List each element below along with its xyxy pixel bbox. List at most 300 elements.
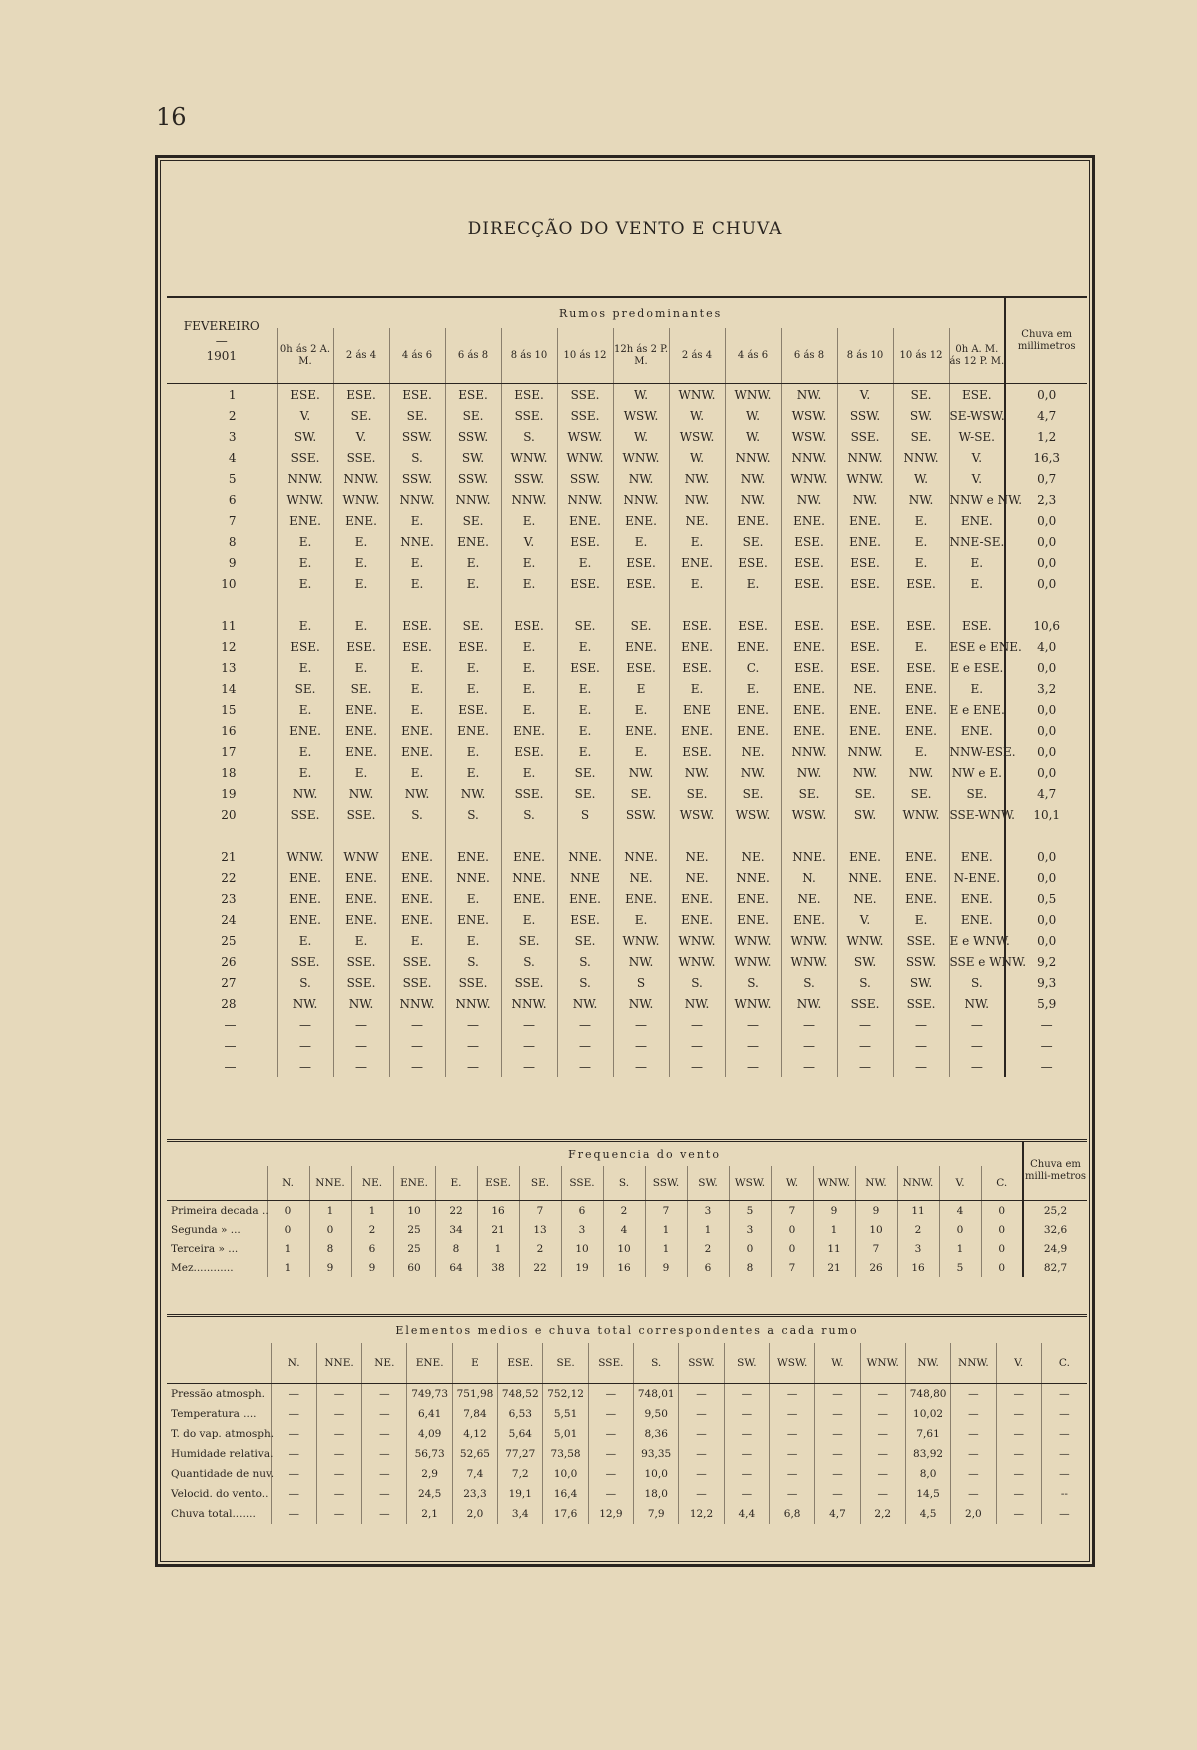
direction-cell: ENE. [949, 888, 1005, 909]
direction-cell: E. [389, 699, 445, 720]
direction-cell: ESE e ENE. [949, 636, 1005, 657]
direction-header: WSW. [769, 1343, 814, 1384]
element-cell: — [679, 1484, 724, 1504]
rain-cell: 0,0 [1005, 384, 1087, 406]
direction-cell: SE. [445, 615, 501, 636]
element-cell: — [362, 1404, 407, 1424]
direction-cell: SSE. [501, 783, 557, 804]
frequency-cell: 0 [729, 1239, 771, 1258]
direction-cell: — [613, 1014, 669, 1035]
table-row [167, 426, 1087, 447]
period-label: Mez............ [171, 1261, 234, 1274]
direction-cell: ENE. [333, 741, 389, 762]
direction-cell: E. [893, 510, 949, 531]
wind-direction-table: FEVEREIRO — 1901 Rumos predominantes Chuva em millimetros 0h ás 2 A. M. 2 ás 4 4 ás 6 6 ás 8 8 ás 10 10 ás 12 12h ás 2 P. M. 2 ás 4 4 ás 6 6 ás 8 8 ás 10 10 ás 12 0h A. M. ás 12 P. M. 1 ESE. ESE. ESE. ESE. ESE. SSE. W. WNW. WNW. NW. V. SE. ESE. 0,0 2 V. SE. SE. SE. SSE. SSE. WSW. W. W. WSW. SSW. SW. SE-WSW. 4,7 3 SW. V. SSW. SSW. S. WSW. W. WSW. W. WSW. SSE. SE. W-SE. 1,2 4 SSE. SSE. S. SW. WNW. WNW. WNW. W. NNW. NNW. NNW. NNW. V. 16,3 5 NNW. NNW. SSW. SSW. SSW. SSW. NW. NW. NW. WNW. WNW. W. V. 0,7 6 WNW. WNW. NNW. NNW. NNW. NNW. NNW. NW. NW. NW. NW. NW. NNW e NW. 2,3 7 ENE. ENE. E. SE. E. ENE. ENE. NE. ENE. ENE. ENE. E. ENE. 0,0 8 E. E. NNE. ENE. V. ESE. E. E. SE. ESE. ENE. E. NNE-SE. 0,0 9 E. E. E. E. E. E. ESE. ENE. ESE. ESE. ESE. E. E. 0,0 10 E. E. E. E. E. ESE. ESE. E. E. ESE. ESE. ESE. E. 0,0 11 E. E. ESE. SE. ESE. SE. SE. ESE. ESE. ESE. ESE. ESE. ESE. 10,6 12 ESE. ESE. ESE. ESE. E. E. ENE. ENE. ENE. ENE. ESE. E. ESE e ENE. 4,0 13 E. E. E. E. E. ESE. ESE. ESE. C. ESE. ESE. ESE. E e ESE. 0,0 14 SE. SE. E. E. E. E. E E. E. ENE. NE. ENE. E. 3,2 15 E. ENE. E. ESE. E. E. E. ENE ENE. ENE. ENE. ENE. E e ENE. 0,0 16 ENE. ENE. ENE. ENE. ENE. E. ENE. ENE. ENE. ENE. ENE. ENE. ENE. 0,0 17 E. ENE. ENE. E. ESE. E. E. ESE. NE. NNW. NNW. E. NNW-ESE. 0,0 18 E. E. E. E. E. SE. NW. NW. NW. NW. NW. NW. NW e E. 0,0 19 NW. NW. NW. NW. SSE. SE. SE. SE. SE. SE. SE. SE. SE. 4,7 20 SSE. SSE. S. S. S. S SSW. WSW. WSW. WSW. SW. WNW. SSE-WNW. 10,1 21 WNW. WNW ENE. ENE. ENE. NNE. NNE. NE. NE. NNE. ENE. ENE. ENE. 0,0 22 ENE. ENE. ENE. NNE. NNE. NNE NE. NE. NNE. N. NNE. ENE. N-ENE. 0,0 23 ENE. ENE. ENE. E. ENE. ENE. ENE. ENE. ENE. NE. NE. ENE. ENE. 0,5 24 ENE. ENE. ENE. ENE. E. ESE. E. ENE. ENE. ENE. V. E. ENE. 0,0 25 E. E. E. E. SE. SE. WNW. WNW. WNW. WNW. WNW. SSE. E e WNW. 0,0 26 SSE. SSE. SSE. S. S. S. NW. WNW. WNW. WNW. SW. SSW. SSE e WNW. 9,2 27 S. SSE. SSE. SSE. SSE. S. S S. S. S. S. SW. S. 9,3 28 NW. NW. NNW. NNW. NNW. NW. NW. NW. WNW. NW. SSE. SSE. NW. 5,9 — — — — — — — — — — — — — — — — — — — — — — — — — — — — — — — — — — — — — — — — — — — — — [167, 296, 1087, 1077]
direction-cell: SSW. [389, 468, 445, 489]
direction-cell: — [557, 1056, 613, 1077]
direction-cell: ESE. [669, 741, 725, 762]
direction-cell: NW. [389, 783, 445, 804]
table-row [167, 489, 1087, 510]
frequency-cell: 11 [813, 1239, 855, 1258]
direction-cell: ENE. [277, 909, 333, 930]
direction-cell: ENE. [333, 699, 389, 720]
direction-cell: — [277, 1056, 333, 1077]
direction-cell: ESE. [557, 657, 613, 678]
direction-cell: E e WNW. [949, 930, 1005, 951]
element-cell: 56,73 [407, 1444, 452, 1464]
element-cell: — [1041, 1424, 1087, 1444]
direction-cell: ESE. [669, 615, 725, 636]
direction-cell: NNW. [333, 468, 389, 489]
frequency-cell: 26 [855, 1258, 897, 1277]
direction-cell: ESE. [725, 552, 781, 573]
rain-cell: 0,5 [1005, 888, 1087, 909]
direction-cell: ENE. [277, 510, 333, 531]
frequency-cell: 9 [855, 1201, 897, 1221]
page-title: DIRECÇÃO DO VENTO E CHUVA [467, 219, 783, 239]
direction-cell: ESE. [837, 573, 893, 594]
element-cell: — [996, 1504, 1041, 1524]
direction-cell: E. [669, 678, 725, 699]
direction-cell: NW. [781, 762, 837, 783]
element-cell: 19,1 [498, 1484, 543, 1504]
direction-cell: — [333, 1056, 389, 1077]
direction-cell: SE. [445, 510, 501, 531]
direction-header: WNW. [860, 1343, 905, 1384]
element-cell: — [724, 1384, 769, 1405]
direction-cell: SW. [445, 447, 501, 468]
direction-cell [501, 825, 557, 846]
direction-header: NNW. [951, 1343, 996, 1384]
direction-cell: NNW. [445, 489, 501, 510]
rain-cell: 9,3 [1005, 972, 1087, 993]
direction-cell: ENE. [893, 888, 949, 909]
direction-cell: SSE. [333, 972, 389, 993]
table-row [167, 468, 1087, 489]
rain-cell: 0,0 [1005, 741, 1087, 762]
table-frame [155, 155, 1095, 1567]
direction-cell: ESE. [277, 636, 333, 657]
direction-cell: ESE. [501, 615, 557, 636]
direction-cell: S. [725, 972, 781, 993]
direction-cell: NW. [781, 384, 837, 406]
element-cell: — [362, 1484, 407, 1504]
direction-cell: NNW. [445, 993, 501, 1014]
direction-cell: — [781, 1035, 837, 1056]
direction-cell: E. [277, 930, 333, 951]
period-label: Terceira » ... [171, 1242, 239, 1255]
direction-cell: NW. [837, 762, 893, 783]
element-cell: — [316, 1464, 361, 1484]
direction-cell: E. [669, 531, 725, 552]
direction-cell: ENE. [725, 909, 781, 930]
direction-cell: NNW e NW. [949, 489, 1005, 510]
direction-cell: SE. [557, 615, 613, 636]
frequency-cell: 82,7 [1023, 1258, 1087, 1277]
direction-cell: WSW. [669, 426, 725, 447]
direction-cell: E. [445, 573, 501, 594]
table-row [167, 699, 1087, 720]
direction-cell: ENE. [557, 510, 613, 531]
direction-cell: ESE. [613, 552, 669, 573]
direction-cell: NW. [781, 993, 837, 1014]
direction-cell: NNW. [781, 741, 837, 762]
direction-header: NE. [351, 1166, 393, 1201]
frequency-cell: 5 [939, 1258, 981, 1277]
element-cell: — [271, 1484, 316, 1504]
frequency-cell: 7 [771, 1258, 813, 1277]
element-cell: 2,9 [407, 1464, 452, 1484]
element-cell: 6,53 [498, 1404, 543, 1424]
direction-cell [781, 825, 837, 846]
rain-cell [1005, 825, 1087, 846]
frequency-cell: 0 [771, 1220, 813, 1239]
direction-cell: NW. [837, 489, 893, 510]
direction-cell: ENE. [557, 888, 613, 909]
direction-cell: E. [389, 510, 445, 531]
day-cell: 11 [221, 618, 237, 633]
direction-cell: E. [949, 552, 1005, 573]
direction-cell: ESE. [501, 741, 557, 762]
direction-cell: NNW. [501, 489, 557, 510]
frequency-cell: 1 [309, 1201, 351, 1221]
direction-cell [501, 594, 557, 615]
frequency-cell: 6 [351, 1239, 393, 1258]
day-cell: 6 [228, 492, 237, 507]
direction-cell: WNW. [669, 384, 725, 406]
element-cell: — [362, 1444, 407, 1464]
direction-cell: E. [445, 930, 501, 951]
table-row [167, 1220, 1087, 1239]
direction-cell: SE. [333, 678, 389, 699]
frequency-cell: 13 [519, 1220, 561, 1239]
wind-frequency-table [167, 1139, 1087, 1277]
direction-cell: SSE. [501, 972, 557, 993]
direction-cell: ENE. [445, 909, 501, 930]
hour-header: 4 ás 6 [725, 328, 781, 384]
direction-cell: E. [557, 720, 613, 741]
direction-cell: S. [445, 804, 501, 825]
rain-cell: 9,2 [1005, 951, 1087, 972]
element-cell: 7,84 [452, 1404, 497, 1424]
direction-cell: ENE. [725, 699, 781, 720]
direction-cell: SW. [893, 405, 949, 426]
direction-cell: WNW. [837, 930, 893, 951]
rain-cell: 10,6 [1005, 615, 1087, 636]
direction-cell: SSE. [389, 972, 445, 993]
direction-cell: E. [333, 657, 389, 678]
rain-cell: 0,0 [1005, 699, 1087, 720]
direction-cell: ENE. [781, 699, 837, 720]
direction-cell: WNW. [781, 468, 837, 489]
direction-cell: SSE. [277, 447, 333, 468]
direction-cell: — [277, 1014, 333, 1035]
direction-cell: ENE. [389, 867, 445, 888]
frequency-cell: 60 [393, 1258, 435, 1277]
direction-cell: E. [389, 930, 445, 951]
rain-cell [1005, 594, 1087, 615]
direction-cell: WNW. [781, 951, 837, 972]
table-row [167, 615, 1087, 636]
direction-cell: ENE. [501, 888, 557, 909]
direction-cell: WNW. [893, 804, 949, 825]
rain-cell: 1,2 [1005, 426, 1087, 447]
direction-header: SSE. [588, 1343, 633, 1384]
element-cell: — [316, 1444, 361, 1464]
direction-cell: V. [501, 531, 557, 552]
table-row [167, 909, 1087, 930]
rain-cell: 0,7 [1005, 468, 1087, 489]
direction-cell: NNW. [781, 447, 837, 468]
direction-cell: NE. [725, 741, 781, 762]
rain-cell: 5,9 [1005, 993, 1087, 1014]
direction-cell: ENE. [389, 720, 445, 741]
direction-header: E. [435, 1166, 477, 1201]
table-row [167, 1258, 1087, 1277]
direction-cell: ESE. [445, 699, 501, 720]
element-cell: — [1041, 1404, 1087, 1424]
direction-cell: E. [333, 573, 389, 594]
day-cell: 17 [221, 744, 237, 759]
element-cell: — [815, 1424, 860, 1444]
direction-cell: S. [949, 972, 1005, 993]
direction-cell: — [893, 1014, 949, 1035]
direction-cell: NNE. [613, 846, 669, 867]
direction-cell: E. [501, 636, 557, 657]
element-cell: 748,01 [634, 1384, 679, 1405]
table-row [167, 1504, 1087, 1524]
frequency-cell: 7 [519, 1201, 561, 1221]
frequency-cell: 0 [939, 1220, 981, 1239]
direction-cell: ESE. [445, 384, 501, 406]
element-cell: 7,2 [498, 1464, 543, 1484]
direction-cell: ENE. [893, 867, 949, 888]
direction-cell: SE. [893, 426, 949, 447]
frequency-cell: 9 [309, 1258, 351, 1277]
direction-cell: SSE. [893, 930, 949, 951]
direction-cell: E. [501, 762, 557, 783]
direction-cell: E. [557, 699, 613, 720]
direction-cell: NW. [333, 783, 389, 804]
element-cell: — [316, 1404, 361, 1424]
direction-cell: — [669, 1035, 725, 1056]
frequency-cell: 16 [603, 1258, 645, 1277]
direction-cell: E. [333, 531, 389, 552]
day-cell: 10 [221, 576, 237, 591]
element-cell: — [996, 1484, 1041, 1504]
direction-cell: NW. [613, 993, 669, 1014]
direction-cell: ENE. [669, 552, 725, 573]
direction-cell: E. [445, 678, 501, 699]
direction-cell: NW. [781, 489, 837, 510]
frequency-cell: 9 [645, 1258, 687, 1277]
direction-header: NNW. [897, 1166, 939, 1201]
table-row [167, 510, 1087, 531]
period-label: Segunda » ... [171, 1223, 241, 1236]
direction-cell: ENE. [893, 699, 949, 720]
direction-cell: — [725, 1014, 781, 1035]
direction-cell: S. [501, 951, 557, 972]
direction-cell: E. [333, 615, 389, 636]
day-cell: 1 [228, 387, 237, 402]
element-cell: 6,41 [407, 1404, 452, 1424]
direction-cell: ESE. [837, 636, 893, 657]
hour-header: 8 ás 10 [501, 328, 557, 384]
direction-cell: WSW. [781, 426, 837, 447]
direction-cell: SSE. [557, 405, 613, 426]
element-cell: — [271, 1404, 316, 1424]
frequency-cell: 7 [771, 1201, 813, 1221]
table-row [167, 846, 1087, 867]
direction-cell: SE. [613, 783, 669, 804]
direction-cell: C. [725, 657, 781, 678]
direction-cell: WNW [333, 846, 389, 867]
element-cell: — [362, 1464, 407, 1484]
table-row [167, 1444, 1087, 1464]
element-cell: — [1041, 1444, 1087, 1464]
direction-cell: — [837, 1056, 893, 1077]
direction-cell: NNW. [389, 993, 445, 1014]
element-cell: — [362, 1504, 407, 1524]
direction-cell: WSW. [781, 405, 837, 426]
direction-cell: NNE. [501, 867, 557, 888]
direction-header: V. [939, 1166, 981, 1201]
table-row [167, 867, 1087, 888]
direction-cell: NNW-ESE. [949, 741, 1005, 762]
element-cell: 4,12 [452, 1424, 497, 1444]
direction-cell: NW. [557, 993, 613, 1014]
element-cell: 752,12 [543, 1384, 588, 1405]
direction-cell: ENE. [389, 846, 445, 867]
direction-cell: W-SE. [949, 426, 1005, 447]
frequency-cell: 10 [561, 1239, 603, 1258]
elements-table [167, 1314, 1087, 1524]
hour-header: 10 ás 12 [557, 328, 613, 384]
direction-cell: SE. [557, 930, 613, 951]
direction-cell: NW. [277, 783, 333, 804]
table-row [167, 573, 1087, 594]
direction-cell: V. [949, 447, 1005, 468]
rain-cell: 0,0 [1005, 531, 1087, 552]
direction-cell: NW e E. [949, 762, 1005, 783]
rain-cell: 0,0 [1005, 573, 1087, 594]
direction-cell: SW. [893, 972, 949, 993]
element-cell: — [316, 1484, 361, 1504]
frequency-cell: 1 [477, 1239, 519, 1258]
direction-cell: — [613, 1056, 669, 1077]
hour-header: 0h ás 2 A. M. [277, 328, 333, 384]
rain-cell: 0,0 [1005, 720, 1087, 741]
direction-cell: WNW. [613, 930, 669, 951]
frequency-cell: 8 [435, 1239, 477, 1258]
direction-cell: — [725, 1035, 781, 1056]
element-cell: 4,09 [407, 1424, 452, 1444]
direction-cell: WNW. [501, 447, 557, 468]
direction-cell: ENE. [837, 531, 893, 552]
direction-cell: NW. [333, 993, 389, 1014]
element-label: Velocid. do vento.. [171, 1488, 269, 1500]
rain-cell: 0,0 [1005, 510, 1087, 531]
element-cell: — [724, 1484, 769, 1504]
direction-header: ENE. [407, 1343, 452, 1384]
element-cell: — [679, 1404, 724, 1424]
direction-header: V. [996, 1343, 1041, 1384]
frequency-cell: 0 [981, 1239, 1023, 1258]
direction-cell: ESE. [725, 615, 781, 636]
direction-cell: ENE. [837, 699, 893, 720]
direction-cell: E. [277, 573, 333, 594]
day-cell: 21 [221, 849, 237, 864]
year-label: 1901 [206, 348, 238, 363]
direction-cell: NNW. [501, 993, 557, 1014]
frequency-cell: 16 [477, 1201, 519, 1221]
direction-cell: E. [725, 678, 781, 699]
direction-cell: SE. [557, 783, 613, 804]
element-cell: 2,0 [452, 1504, 497, 1524]
direction-cell: ENE. [613, 720, 669, 741]
direction-cell: ENE. [613, 888, 669, 909]
direction-cell: E. [277, 531, 333, 552]
day-cell: 23 [221, 891, 237, 906]
direction-cell: SSE-WNW. [949, 804, 1005, 825]
element-cell: — [769, 1464, 814, 1484]
direction-cell: E. [557, 678, 613, 699]
direction-cell: NE. [837, 888, 893, 909]
table-row [167, 951, 1087, 972]
element-cell: — [860, 1384, 905, 1405]
direction-cell: ENE. [893, 678, 949, 699]
direction-cell: E. [277, 762, 333, 783]
frequency-cell: 0 [267, 1220, 309, 1239]
direction-cell: ENE. [949, 909, 1005, 930]
frequency-cell: 25,2 [1023, 1201, 1087, 1221]
direction-cell: NW. [669, 993, 725, 1014]
direction-cell: NNW. [837, 741, 893, 762]
day-cell: 2 [228, 408, 237, 423]
frequency-cell: 1 [939, 1239, 981, 1258]
element-cell: 4,5 [905, 1504, 950, 1524]
direction-cell: SE. [389, 405, 445, 426]
direction-cell [613, 825, 669, 846]
hour-header: 2 ás 4 [333, 328, 389, 384]
month-label: FEVEREIRO [183, 318, 260, 333]
element-cell: — [769, 1404, 814, 1424]
direction-cell: ENE [669, 699, 725, 720]
direction-cell: E. [501, 573, 557, 594]
rain-cell: 0,0 [1005, 552, 1087, 573]
direction-cell: ESE. [837, 657, 893, 678]
direction-cell: W. [725, 405, 781, 426]
direction-cell: WNW. [725, 384, 781, 406]
element-cell: 3,4 [498, 1504, 543, 1524]
rain-cell: — [1005, 1056, 1087, 1077]
direction-cell: E. [893, 909, 949, 930]
table-row [167, 972, 1087, 993]
direction-cell: E. [501, 552, 557, 573]
direction-cell: W. [725, 426, 781, 447]
element-cell: — [588, 1484, 633, 1504]
table-row [167, 447, 1087, 468]
element-cell: 4,4 [724, 1504, 769, 1524]
direction-cell: ENE. [613, 510, 669, 531]
direction-cell: ENE. [277, 867, 333, 888]
direction-cell: ESE. [333, 384, 389, 406]
element-cell: — [316, 1504, 361, 1524]
direction-cell: NNW. [893, 447, 949, 468]
element-cell: — [724, 1424, 769, 1444]
direction-cell: E. [669, 573, 725, 594]
direction-cell: ENE. [781, 636, 837, 657]
